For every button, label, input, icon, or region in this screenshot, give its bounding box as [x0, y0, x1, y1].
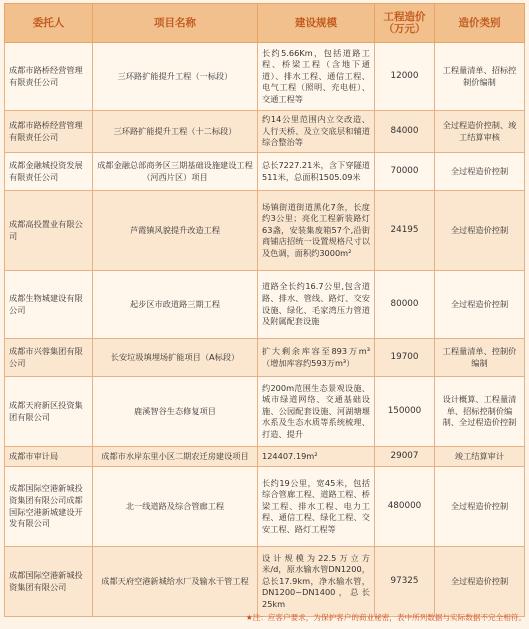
cell-service: 全过程造价控制 [435, 191, 525, 271]
cell-scale: 设计规模为22.5万立方米/d，原水输水管DN1200，总长17.9km，净水输水管，DN1200~DN1400，总长25km [258, 547, 375, 617]
cell-cost: 24195 [375, 191, 435, 271]
cell-scale: 道路全长约16.7公里,包含道路、排水、管线、路灯、交安设施、绿化、毛家湾压力管道及附属配套设施 [258, 271, 375, 339]
cell-service: 工程量清单、控制价编制 [435, 339, 525, 377]
cell-service: 全过程造价控制 [435, 467, 525, 547]
cell-service: 工程量清单、招标控制价编制 [435, 43, 525, 111]
footnote: ★注：应客户要求，为保护客户的商业秘密，表中所列数据与实际数据不完全相符。 [245, 613, 526, 622]
cell-service: 全过程造价控制、竣工结算审核 [435, 111, 525, 153]
cell-scale: 124407.19m² [258, 447, 375, 467]
cell-scale: 总长7227.21米，含下穿隧道511米，总面积1505.09米 [258, 153, 375, 191]
cell-service: 全过程造价控制 [435, 271, 525, 339]
cell-cost: 12000 [375, 43, 435, 111]
cell-cost: 150000 [375, 377, 435, 447]
table-row [5, 377, 525, 447]
table-row [5, 153, 525, 191]
cell-project: 长安垃圾填埋场扩能项目（A标段） [93, 339, 258, 377]
cell-cost: 19700 [375, 339, 435, 377]
cell-client: 成都市审计局 [5, 447, 93, 467]
cell-service: 全过程造价控制 [435, 547, 525, 617]
header-client: 委托人 [5, 4, 93, 43]
project-table-container [4, 3, 524, 617]
table-header-row [5, 4, 525, 43]
header-cost: 工程造价 （万元） [375, 4, 435, 43]
cell-project: 鹿溪智谷生态修复项目 [93, 377, 258, 447]
cell-client: 成都天府新区投资集团有限公司 [5, 377, 93, 447]
header-project: 项目名称 [93, 4, 258, 43]
cell-service: 全过程造价控制 [435, 153, 525, 191]
header-scale: 建设规模 [258, 4, 375, 43]
table-row [5, 339, 525, 377]
cell-client: 成都市路桥经营管理有限责任公司 [5, 43, 93, 111]
table-row [5, 271, 525, 339]
table-row [5, 447, 525, 467]
cell-cost: 70000 [375, 153, 435, 191]
cell-client: 成都高投置业有限公司 [5, 191, 93, 271]
cell-cost: 84000 [375, 111, 435, 153]
cell-client: 成都生物城建设有限公司 [5, 271, 93, 339]
cell-scale: 长约19公里，宽45米，包括综合管廊工程、道路工程、桥梁工程、排水工程、电力工程、通信工程、绿化工程、交安工程、路灯工程等 [258, 467, 375, 547]
cell-cost: 480000 [375, 467, 435, 547]
cell-client: 成都市路桥经营管理有限责任公司 [5, 111, 93, 153]
table-row [5, 43, 525, 111]
cell-client: 成都金融城投资发展有限责任公司 [5, 153, 93, 191]
cell-project: 北一线道路及综合管廊工程 [93, 467, 258, 547]
cell-project: 成都市水岸东里小区二期农迁房建设项目 [93, 447, 258, 467]
cell-project: 芦霞镇风貌提升改造工程 [93, 191, 258, 271]
table-row [5, 547, 525, 617]
cell-cost: 29007 [375, 447, 435, 467]
project-table [4, 3, 525, 617]
cell-client: 成都国际空港新城投资集团有限公司 [5, 547, 93, 617]
cell-project: 成都金融总部商务区三期基础设施建设工程（河西片区）项目 [93, 153, 258, 191]
table-row [5, 191, 525, 271]
header-service: 造价类别 [435, 4, 525, 43]
cell-cost: 97325 [375, 547, 435, 617]
cell-service: 竣工结算审计 [435, 447, 525, 467]
cell-project: 三环路扩能提升工程（十二标段） [93, 111, 258, 153]
table-row [5, 111, 525, 153]
cell-project: 三环路扩能提升工程（一标段） [93, 43, 258, 111]
cell-project: 成都天府空港新城给水厂及输水干管工程 [93, 547, 258, 617]
cell-client: 成都国际空港新城投资集团有限公司成都国际空港新城建设开发有限公司 [5, 467, 93, 547]
cell-scale: 约200m范围生态景观设施、城市绿道网络、交通基础设施、公园配套设施、河湖塘堰水系及生态水质等系统梳理、打造、提升 [258, 377, 375, 447]
cell-project: 起步区市政道路三期工程 [93, 271, 258, 339]
table-row [5, 467, 525, 547]
cell-scale: 场镇街道街道黑化7条，长度约3公里；亮化工程新装路灯63盏，安装集废箱57个,沿街商铺店招统一设置规格尺寸以及色调，面积约3000m² [258, 191, 375, 271]
cell-scale: 扩大剩余库容至893万m³（增加库容约593万m³） [258, 339, 375, 377]
cell-cost: 80000 [375, 271, 435, 339]
cell-scale: 约14公里范围内立交改造、人行天桥、及立交底层和辅道综合整治等 [258, 111, 375, 153]
cell-scale: 长约5.66Km，包括道路工程、桥梁工程（含地下通道）、排水工程、通信工程、电气工程（照明、充电桩）、交通工程等 [258, 43, 375, 111]
cell-client: 成都市兴蓉集团有限公司 [5, 339, 93, 377]
cell-service: 设计概算、工程量清单、招标控制价编制、全过程造价控制 [435, 377, 525, 447]
